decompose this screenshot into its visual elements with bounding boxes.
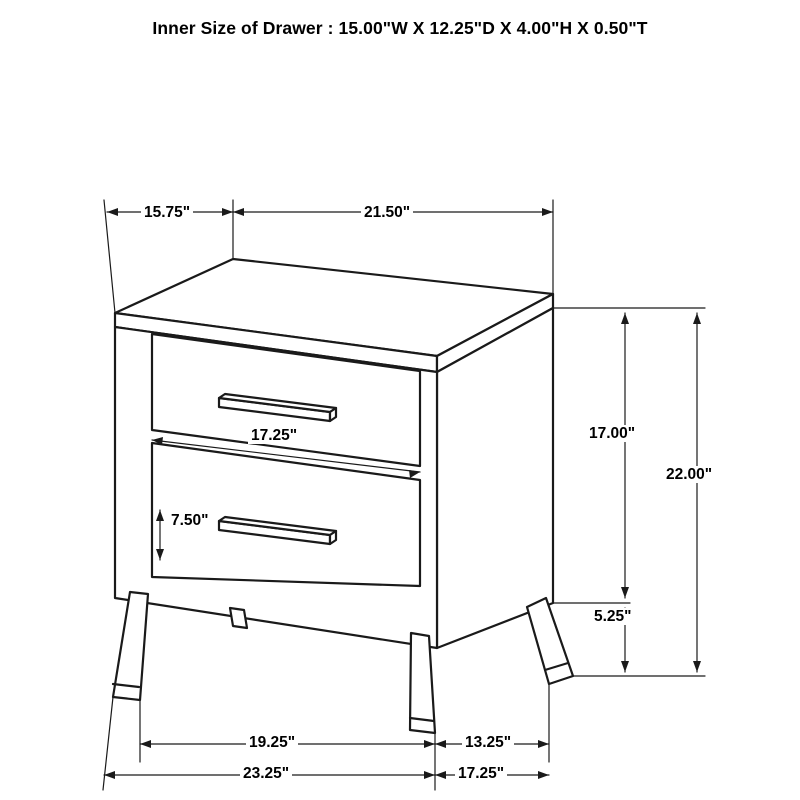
page-title: Inner Size of Drawer : 15.00"W X 12.25"D X 4.00"H X 0.50"T xyxy=(152,18,648,38)
dimension-label-lower-drawer-height: 7.50" xyxy=(168,512,212,529)
dimension-label-case-height: 17.00" xyxy=(586,425,638,442)
dimension-label-overall-depth: 17.25" xyxy=(455,765,507,782)
front-left-leg xyxy=(113,592,148,700)
dimension-label-front-base-width: 19.25" xyxy=(246,734,298,751)
dimension-label-total-height: 22.00" xyxy=(663,466,715,483)
dimension-label-drawer-front-width: 17.25" xyxy=(248,427,300,444)
rear-left-leg xyxy=(230,608,247,628)
dimension-label-top-width: 21.50" xyxy=(361,204,413,221)
dimension-label-leg-height: 5.25" xyxy=(591,608,635,625)
dimension-label-overall-width: 23.25" xyxy=(240,765,292,782)
rear-right-leg xyxy=(527,598,573,684)
dimension-label-top-depth: 15.75" xyxy=(141,204,193,221)
dimension-label-side-base-depth: 13.25" xyxy=(462,734,514,751)
